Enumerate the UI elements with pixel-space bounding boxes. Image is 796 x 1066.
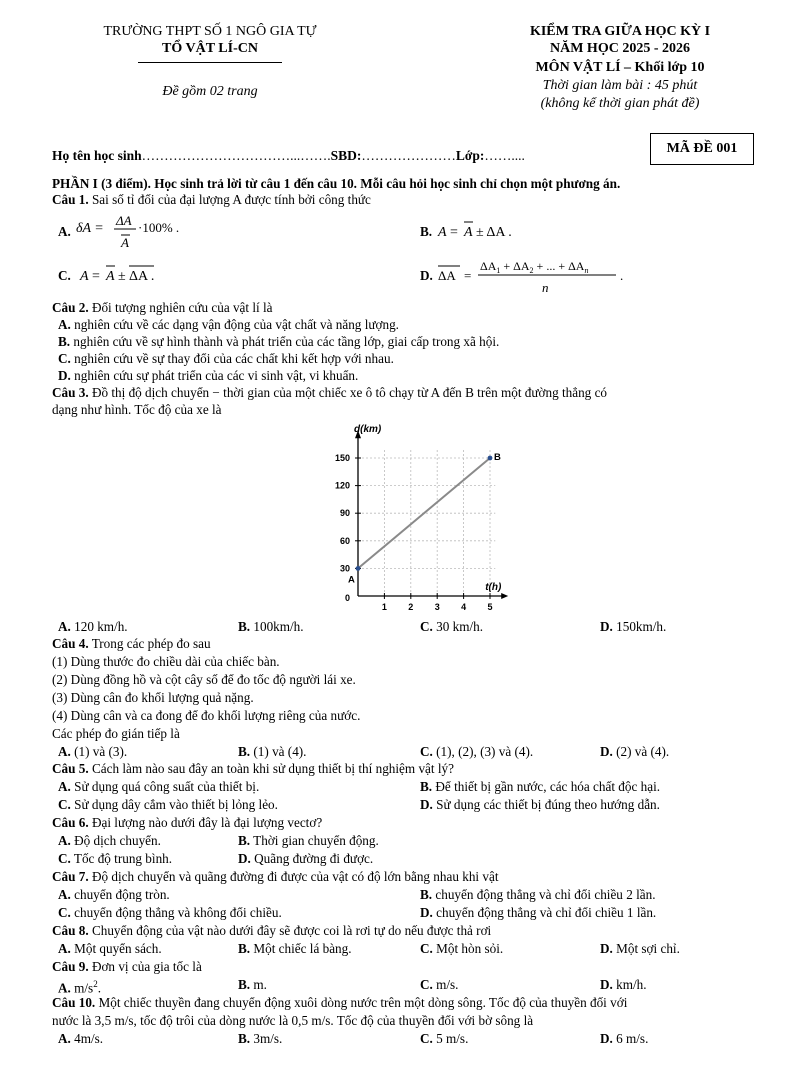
q8-a-label: A. — [58, 941, 71, 956]
q8-d-text: Một sợi chỉ. — [616, 941, 680, 956]
point-label: A — [348, 574, 355, 586]
q3-b-text: 100km/h. — [253, 619, 304, 634]
q2-c-text: nghiên cứu về sự thay đổi của các chất khi kết hợp với nhau. — [74, 351, 394, 366]
q3-a-text: 120 km/h. — [74, 619, 128, 634]
data-point — [356, 566, 361, 571]
q1-label: Câu 1. — [52, 192, 89, 207]
q6-d-label: D. — [238, 851, 251, 866]
svg-text:A: A — [106, 269, 115, 284]
q7-a-text: chuyển động tròn. — [74, 887, 170, 902]
q2-text: Đối tượng nghiên cứu của vật lí là — [91, 300, 273, 315]
q5-stem — [52, 761, 454, 776]
q10-c-label: C. — [420, 1031, 433, 1046]
y-tick-label: 60 — [339, 535, 350, 546]
q10-a-text: 4m/s. — [74, 1031, 104, 1046]
q9-d-text: km/h. — [616, 977, 647, 992]
q1-text: Sai số tỉ đối của đại lượng A được tính bởi công thức — [91, 192, 371, 207]
q6-text: Đại lượng nào dưới đây là đại lượng vectơ? — [91, 815, 323, 830]
q8-c-label: C. — [420, 941, 433, 956]
q8-stem — [52, 923, 491, 938]
q3-label: Câu 3. — [52, 385, 89, 400]
school-year: NĂM HỌC 2025 - 2026 — [550, 41, 690, 56]
q5-a-label: A. — [58, 779, 71, 794]
q4-c-text: (1), (2), (3) và (4). — [436, 744, 534, 759]
q1-option-b-formula — [436, 214, 556, 244]
q4-b-label: B. — [238, 744, 251, 759]
q6-b-text: Thời gian chuyển động. — [253, 833, 379, 848]
q4-a-label: A. — [58, 744, 71, 759]
q6-b-label: B. — [238, 833, 251, 848]
q1-option-c-label: C. — [58, 268, 71, 283]
q4-statement-4: (4) Dùng cân và ca đong để đo khối lượng riêng của nước. — [52, 708, 361, 723]
sbd-label: SBD: — [330, 148, 362, 163]
q6-d-text: Quãng đường đi được. — [254, 851, 374, 866]
q3-displacement-time-chart — [300, 424, 520, 614]
q7-d-text: chuyển động thẳng và chỉ đổi chiều 1 lần. — [436, 905, 657, 920]
q10-c-text: 5 m/s. — [436, 1031, 469, 1046]
time-line: Thời gian làm bài : 45 phút — [542, 78, 698, 93]
q8-b-label: B. — [238, 941, 251, 956]
q9-label: Câu 9. — [52, 959, 89, 974]
q4-statement-2: (2) Dùng đồng hồ và cột cây số để đo tốc độ người lái xe. — [52, 672, 356, 687]
q5-d-text: Sử dụng các thiết bị đúng theo hướng dẫn. — [436, 797, 660, 812]
x-axis-arrow — [501, 593, 508, 599]
part1-title: PHẦN I (3 điểm). Học sinh trả lời từ câu 1 đến câu 10. Mỗi câu hỏi học sinh chỉ chọn một phương án. — [52, 176, 621, 191]
q6-option-a — [58, 833, 161, 848]
q4-option-a — [58, 744, 127, 759]
q6-c-label: C. — [58, 851, 71, 866]
x-tick-label: 2 — [408, 602, 414, 612]
q10-option-a — [58, 1031, 103, 1046]
svg-text:ΔA1 + ΔA2 + ... + ΔAn: $\Delta A_1 + \Delta A_2$ + ... + $\Delta A_n$ — [480, 259, 589, 275]
svg-text:A: A — [438, 225, 447, 240]
q10-d-text: 6 m/s. — [616, 1031, 649, 1046]
q5-c-label: C. — [58, 797, 71, 812]
svg-text:ΔA: ΔA — [116, 213, 132, 228]
q3-option-b — [238, 619, 304, 634]
q4-text: Trong các phép đo sau — [91, 636, 211, 651]
q8-option-a — [58, 941, 162, 956]
q9-stem — [52, 959, 202, 974]
header-divider — [138, 62, 282, 63]
q1-option-d-formula — [436, 250, 636, 298]
q6-stem — [52, 815, 322, 830]
q5-d-label: D. — [420, 797, 433, 812]
q6-option-c — [58, 851, 172, 866]
exam-title: KIỂM TRA GIỮA HỌC KỲ I — [529, 24, 711, 39]
x-tick-label: 5 — [487, 602, 493, 612]
q5-b-label: B. — [420, 779, 433, 794]
q2-d-text: nghiên cứu sự phát triển của các vi sinh vật, vi khuẩn. — [74, 368, 359, 383]
q2-label: Câu 2. — [52, 300, 89, 315]
q3-stem-2: dạng như hình. Tốc độ của xe là — [52, 402, 222, 417]
q2-b-label: B. — [58, 334, 71, 349]
q10-text: Một chiếc thuyền đang chuyển động xuôi dòng nước trên một dòng sông. Tốc độ của thuyền đối với — [98, 995, 628, 1010]
q9-b-label: B. — [238, 977, 251, 992]
q9-text: Đơn vị của gia tốc là — [91, 959, 202, 974]
svg-text:A: A — [464, 225, 473, 240]
name-dots: ……………………………...……. — [141, 148, 331, 163]
svg-text:n: n — [542, 280, 549, 295]
q10-stem-2: nước là 3,5 m/s, tốc độ trôi của dòng nước là 0,5 m/s. Tốc độ của thuyền đối với bờ sông là — [52, 1013, 534, 1028]
q5-option-b — [420, 779, 660, 794]
exam-code-box: MÃ ĐỀ 001 — [650, 133, 754, 165]
q1-option-a-formula — [74, 210, 194, 254]
q9-option-a: A. $m/s^2$. — [58, 979, 101, 996]
svg-text:±: ± — [118, 269, 126, 284]
q2-option-b — [58, 334, 499, 349]
q4-b-text: (1) và (4). — [253, 744, 307, 759]
q1-option-a-label: A. — [58, 224, 71, 239]
pages-note: Đề gồm 02 trang — [162, 84, 258, 99]
q2-b-text: nghiên cứu về sự hình thành và phát triển của các tầng lớp, giai cấp trong xã hội. — [73, 334, 500, 349]
q9-option-d — [600, 977, 647, 992]
q7-a-label: A. — [58, 887, 71, 902]
q7-c-label: C. — [58, 905, 71, 920]
q7-option-b — [420, 887, 656, 902]
svg-text:A: A — [80, 269, 89, 284]
q2-option-a — [58, 317, 399, 332]
q8-a-text: Một quyển sách. — [74, 941, 162, 956]
svg-text:=: = — [464, 268, 472, 283]
q7-label: Câu 7. — [52, 869, 89, 884]
svg-text:± ΔA .: ± ΔA . — [476, 225, 512, 240]
q2-option-c — [58, 351, 394, 366]
x-axis-label: t(h) — [485, 582, 502, 593]
q1-option-d-label: D. — [420, 268, 433, 283]
q10-label: Câu 10. — [52, 995, 96, 1010]
q4-option-b — [238, 744, 306, 759]
q1-option-c-formula — [74, 258, 194, 288]
q5-c-text: Sử dụng dây cắm vào thiết bị lỏng lẻo. — [74, 797, 278, 812]
q8-text: Chuyển động của vật nào dưới đây sẽ được coi là rơi tự do nếu được thả rơi — [91, 923, 492, 938]
q3-option-a — [58, 619, 128, 634]
q4-c-label: C. — [420, 744, 433, 759]
q6-a-text: Độ dịch chuyển. — [74, 833, 161, 848]
class-dots: …….... — [484, 148, 525, 163]
q8-d-label: D. — [600, 941, 613, 956]
q3-option-c — [420, 619, 483, 634]
q6-c-text: Tốc độ trung bình. — [73, 851, 173, 866]
x-tick-label: 1 — [381, 602, 387, 612]
q7-text: Độ dịch chuyển và quãng đường đi được của vật có độ lớn bằng nhau khi vật — [91, 869, 499, 884]
q4-a-text: (1) và (3). — [74, 744, 128, 759]
q9-c-text: m/s. — [436, 977, 459, 992]
q8-option-b — [238, 941, 352, 956]
q10-d-label: D. — [600, 1031, 613, 1046]
q8-option-c — [420, 941, 503, 956]
q5-option-d — [420, 797, 660, 812]
q10-stem — [52, 995, 627, 1010]
x-tick-label: 4 — [461, 602, 467, 612]
q7-c-text: chuyển động thẳng và không đổi chiều. — [74, 905, 282, 920]
y-tick-label: 0 — [344, 593, 350, 603]
q10-option-d — [600, 1031, 648, 1046]
q7-option-d — [420, 905, 656, 920]
q8-label: Câu 8. — [52, 923, 89, 938]
svg-text:δA =: δA = — [76, 221, 104, 236]
q5-text: Cách làm nào sau đây an toàn khi sử dụng thiết bị thí nghiệm vật lý? — [91, 761, 454, 776]
q5-b-text: Để thiết bị gần nước, các hóa chất độc hại. — [435, 779, 661, 794]
q2-stem — [52, 300, 273, 315]
q10-option-c — [420, 1031, 468, 1046]
q3-c-text: 30 km/h. — [436, 619, 484, 634]
svg-text:A: A — [121, 235, 129, 250]
svg-text:=: = — [92, 269, 100, 284]
q2-c-label: C. — [58, 351, 71, 366]
q4-stem — [52, 636, 211, 651]
svg-text:·100% .: ·100% . — [138, 220, 180, 235]
q8-b-text: Một chiếc lá bàng. — [253, 941, 352, 956]
q7-option-a — [58, 887, 170, 902]
q4-d-label: D. — [600, 744, 613, 759]
svg-text:ΔA: ΔA — [438, 268, 456, 283]
q4-option-d — [600, 744, 669, 759]
y-axis-label: d(km) — [354, 424, 382, 436]
time-note: (không kể thời gian phát đề) — [540, 96, 700, 111]
y-tick-label: 150 — [334, 453, 350, 463]
q4-prompt: Các phép đo gián tiếp là — [52, 726, 180, 741]
q7-d-label: D. — [420, 905, 433, 920]
q4-d-text: (2) và (4). — [616, 744, 670, 759]
q9-option-c — [420, 977, 458, 992]
q4-option-c — [420, 744, 533, 759]
q1-option-b-label: B. — [420, 224, 433, 239]
q3-d-text: 150km/h. — [616, 619, 667, 634]
q6-a-label: A. — [58, 833, 71, 848]
q9-c-label: C. — [420, 977, 433, 992]
q3-c-label: C. — [420, 619, 433, 634]
q3-stem — [52, 385, 607, 400]
svg-text:=: = — [450, 225, 458, 240]
q9-a-label: A. — [58, 980, 71, 996]
y-tick-label: 120 — [334, 480, 350, 491]
q8-c-text: Một hòn sỏi. — [436, 941, 504, 956]
q9-a-text: m/s — [74, 980, 94, 996]
q7-b-text: chuyển động thẳng và chỉ đổi chiều 2 lần. — [435, 887, 656, 902]
q2-option-d — [58, 368, 358, 383]
q10-b-label: B. — [238, 1031, 251, 1046]
q4-statement-1: (1) Dùng thước đo chiều dài của chiếc bàn. — [52, 654, 280, 669]
q10-a-label: A. — [58, 1031, 71, 1046]
q9-option-b — [238, 977, 267, 992]
class-label: Lớp: — [455, 148, 485, 163]
q5-option-c — [58, 797, 278, 812]
q1-stem — [52, 192, 371, 207]
name-label: Họ tên học sinh — [52, 148, 142, 163]
q2-a-text: nghiên cứu về các dạng vận động của vật chất và năng lượng. — [74, 317, 399, 332]
q5-option-a — [58, 779, 259, 794]
q4-statement-3: (3) Dùng cân đo khối lượng quả nặng. — [52, 690, 254, 705]
q2-d-label: D. — [58, 368, 71, 383]
svg-text:.: . — [620, 268, 624, 283]
data-point — [488, 456, 493, 461]
q6-label: Câu 6. — [52, 815, 89, 830]
y-tick-label: 90 — [339, 508, 350, 519]
x-tick-label: 3 — [434, 602, 440, 612]
q3-text: Đồ thị độ dịch chuyển − thời gian của một chiếc xe ô tô chạy từ A đến B trên một đường thẳng có — [91, 385, 608, 400]
q9-b-text: m. — [253, 977, 267, 992]
q6-option-b — [238, 833, 379, 848]
q3-b-label: B. — [238, 619, 251, 634]
q7-b-label: B. — [420, 887, 433, 902]
svg-text:ΔA .: ΔA . — [129, 269, 155, 284]
q3-d-label: D. — [600, 619, 613, 634]
point-label: B — [494, 452, 501, 463]
q3-option-d — [600, 619, 666, 634]
q7-option-c — [58, 905, 282, 920]
q10-option-b — [238, 1031, 282, 1046]
sbd-dots: ………………… — [361, 148, 456, 163]
q5-a-text: Sử dụng quá công suất của thiết bị. — [74, 779, 260, 794]
q6-option-d — [238, 851, 373, 866]
q8-option-d — [600, 941, 680, 956]
q3-a-label: A. — [58, 619, 71, 634]
y-tick-label: 30 — [339, 563, 350, 574]
student-info-line — [52, 148, 525, 163]
q7-stem — [52, 869, 499, 884]
subject-line: MÔN VẬT LÍ – Khối lớp 10 — [535, 60, 705, 75]
school-name: TRƯỜNG THPT SỐ 1 NGÔ GIA TỰ — [103, 24, 317, 39]
q5-label: Câu 5. — [52, 761, 89, 776]
department-name: TỔ VẬT LÍ-CN — [162, 41, 258, 56]
q2-a-label: A. — [58, 317, 71, 332]
q4-label: Câu 4. — [52, 636, 89, 651]
q9-d-label: D. — [600, 977, 613, 992]
q10-b-text: 3m/s. — [253, 1031, 283, 1046]
